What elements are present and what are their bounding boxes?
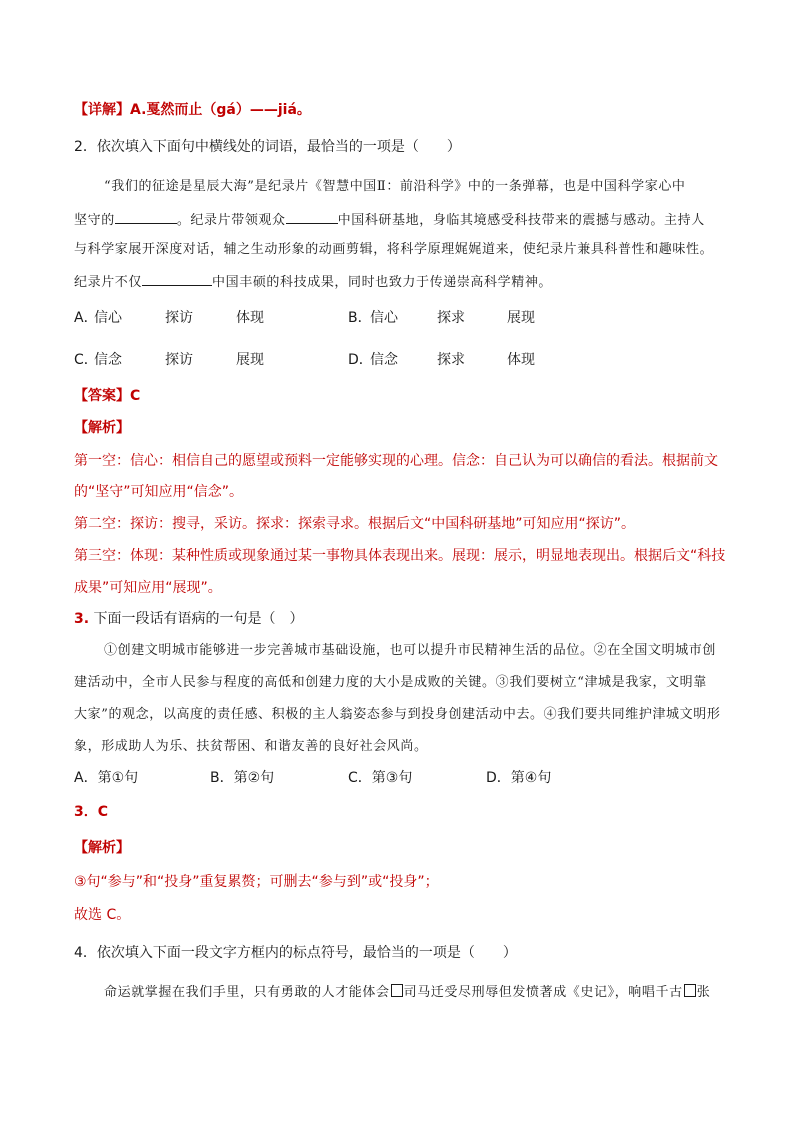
q2-passage-line-3: 与科学家展开深度对话，辅之生动形象的动画剪辑，将科学原理娓娓道来，使纪录片兼具科普性和趣味性。 [74, 242, 714, 257]
option-word: 展现 [507, 310, 535, 326]
q2-answer-line [74, 386, 140, 406]
q4-passage-text: 司马迁受尽刑辱但发愤著成《史记》，响唱千古 [403, 985, 683, 1000]
option-word: 体现 [507, 352, 535, 368]
detail-tag: 【详解】 [74, 102, 130, 118]
option-word: 信心 [370, 310, 398, 326]
q2-passage-text: 中国丰硕的科技成果，同时也致力于传递崇高科学精神。 [212, 275, 553, 290]
q2-analysis-tag: 【解析】 [74, 420, 130, 436]
q2-passage-text: 中国科研基地，身临其境感受科技带来的震撼与感动。主持人 [337, 213, 705, 228]
option-word: 探访 [165, 310, 193, 326]
option-label: C． [74, 352, 98, 368]
q3-option-a: A．第①句 [74, 770, 139, 786]
option-word: 信念 [94, 352, 122, 368]
punctuation-box-2 [684, 984, 696, 997]
q2-analysis-line-5: 成果”可知应用“展现”。 [74, 580, 222, 596]
option-word: 信念 [370, 352, 398, 368]
q3-stem-text: 下面一段话有语病的一句是（ ） [89, 611, 304, 627]
blank-3 [142, 271, 212, 286]
q2-stem: 2．依次填入下面句中横线处的词语，最恰当的一项是（ ） [74, 139, 461, 155]
option-label: B． [348, 310, 372, 326]
option-word: 探访 [165, 352, 193, 368]
q3-stem: 3. 下面一段话有语病的一句是（ ） [74, 611, 304, 627]
option-word: 探求 [437, 310, 465, 326]
q2-analysis-line-4: 第三空：体现：某种性质或现象通过某一事物具体表现出来。展现：展示，明显地表现出。根据后文“科技 [74, 548, 726, 564]
blank-2 [286, 209, 338, 224]
q2-passage-line-1: “我们的征途是星辰大海”是纪录片《智慧中国Ⅱ：前沿科学》中的一条弹幕，也是中国科学家心中 [104, 179, 686, 194]
blank-1 [115, 209, 177, 224]
q2-passage-line-4 [74, 271, 552, 293]
option-label: D． [348, 352, 373, 368]
q3-analysis-tag: 【解析】 [74, 840, 130, 856]
answer-value: C [130, 388, 141, 404]
detail-text: A.戛然而止（gá）——jiá。 [130, 102, 311, 118]
q1-detail-line [74, 100, 311, 120]
option-word: 展现 [236, 352, 264, 368]
q4-passage-text: 命运就掌握在我们手里，只有勇敢的人才能体会 [104, 985, 390, 1000]
q2-analysis-line-1: 第一空：信心：相信自己的愿望或预料一定能够实现的心理。信念：自己认为可以确信的看法。根据前文 [74, 453, 718, 469]
q2-passage-text: 。纪录片带领观众 [176, 213, 286, 228]
option-word: 体现 [236, 310, 264, 326]
q4-passage-line-1 [104, 983, 710, 1003]
q2-analysis-line-2: 的“坚守”可知应用“信念”。 [74, 484, 244, 500]
q3-passage-line-1: ①创建文明城市能够进一步完善城市基础设施，也可以提升市民精神生活的品位。②在全国文明城市创 [104, 643, 717, 658]
q3-passage-line-4: 象，形成助人为乐、扶贫帮困、和谐友善的良好社会风尚。 [74, 739, 428, 754]
q3-passage-line-2: 建活动中，全市人民参与程度的高低和创建力度的大小是成败的关键。③我们要树立“津城是我家，文明靠 [74, 675, 707, 690]
option-word: 探求 [437, 352, 465, 368]
q3-passage-line-3: 大家”的观念，以高度的责任感、积极的主人翁姿态参与到投身创建活动中去。④我们要共同维护津城文明形 [74, 707, 721, 722]
punctuation-box-1 [391, 984, 403, 997]
q2-analysis-line-3: 第二空：探访：搜寻，采访。探求：探索寻求。根据后文“中国科研基地”可知应用“探访”。 [74, 516, 636, 532]
q4-passage-text: 张 [696, 985, 711, 1000]
option-label: A． [74, 310, 98, 326]
q2-passage-text: 坚守的 [74, 213, 115, 228]
q3-option-b: B．第②句 [210, 770, 275, 786]
q3-option-c: C．第③句 [348, 770, 413, 786]
q2-passage-text: 纪录片不仅 [74, 275, 143, 290]
answer-tag: 【答案】 [74, 388, 130, 404]
q2-option-b [348, 308, 372, 328]
option-word: 信心 [94, 310, 122, 326]
q3-answer: 3．C [74, 804, 109, 820]
q2-passage-line-2 [74, 209, 705, 231]
q3-conclusion: 故选 C。 [74, 907, 131, 923]
q4-stem: 4．依次填入下面一段文字方框内的标点符号，最恰当的一项是（ ） [74, 945, 517, 961]
q3-analysis: ③句“参与”和“投身”重复累赘；可删去“参与到”或“投身”； [74, 874, 439, 890]
q3-option-d: D．第④句 [486, 770, 552, 786]
